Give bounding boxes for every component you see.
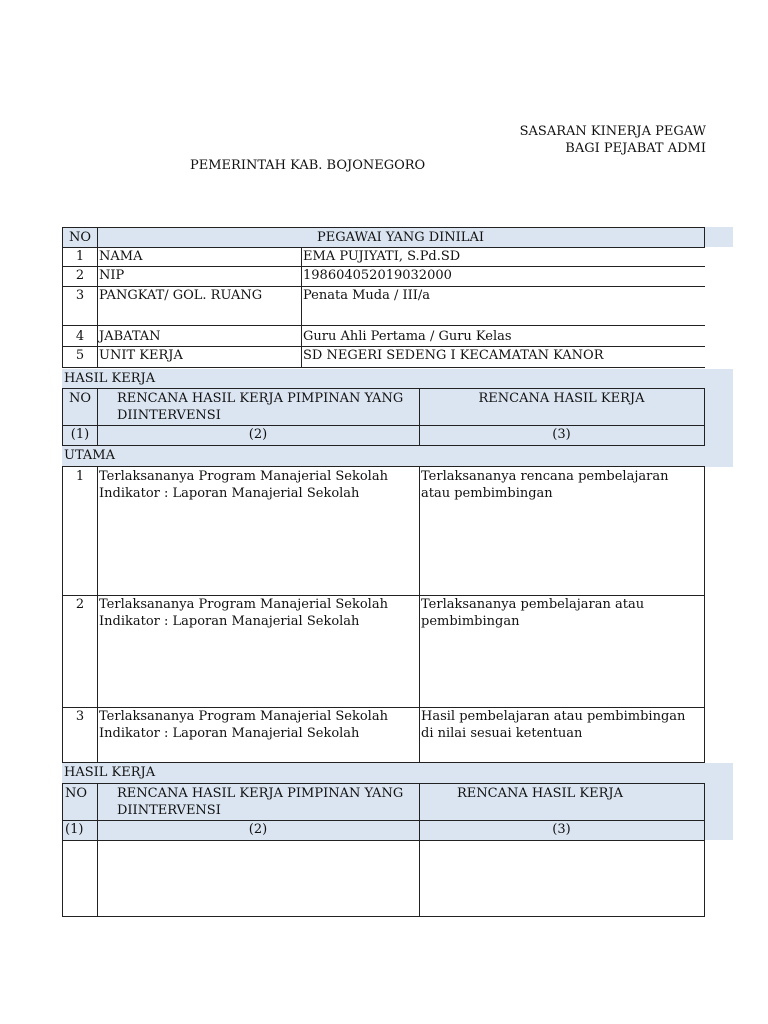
hk1-col-intervensi xyxy=(97,388,420,426)
document-title-line2: BAGI PEJABAT ADMI xyxy=(565,141,706,156)
employee-row-value: SD NEGERI SEDENG I KECAMATAN KANOR xyxy=(301,346,705,368)
hk2-col-rencana: RENCANA HASIL KERJA xyxy=(419,783,705,821)
hk1-row-intervensi-line2: Indikator : Laporan Manajerial Sekolah xyxy=(99,614,360,629)
hk2-num-1: (1) xyxy=(62,820,98,841)
employee-row-no: 2 xyxy=(62,266,98,287)
institution-name: PEMERINTAH KAB. BOJONEGORO xyxy=(190,158,426,173)
hk1-row-intervensi-line1: Terlaksananya Program Manajerial Sekolah xyxy=(99,709,388,724)
employee-row-value: Penata Muda / III/a xyxy=(301,286,705,326)
hk2-num-3: (3) xyxy=(419,820,705,841)
employee-row-no: 3 xyxy=(62,286,98,326)
hk1-row-rencana-line1: Terlaksananya rencana pembelajaran xyxy=(421,469,669,484)
employee-row-label: NIP xyxy=(97,266,302,287)
hk2-col-intervensi xyxy=(97,783,420,821)
hk1-col-no: NO xyxy=(62,388,98,426)
hk2-col-intervensi-line2: DIINTERVENSI xyxy=(117,803,221,818)
employee-row-no: 4 xyxy=(62,325,98,347)
hk2-empty-no-cell xyxy=(62,840,98,917)
hk1-col-rencana: RENCANA HASIL KERJA xyxy=(419,388,705,426)
hk2-empty-intervensi-cell xyxy=(97,840,420,917)
hk1-row-intervensi xyxy=(97,595,420,708)
hk1-col-intervensi-line1: RENCANA HASIL KERJA PIMPINAN YANG xyxy=(117,391,404,406)
document-title-line1: SASARAN KINERJA PEGAW xyxy=(519,124,706,139)
employee-row-label: PANGKAT/ GOL. RUANG xyxy=(97,286,302,326)
employee-col-title: PEGAWAI YANG DINILAI xyxy=(97,227,705,248)
hk1-row-rencana xyxy=(419,595,705,708)
hk1-row-no: 1 xyxy=(62,466,98,596)
hasil-kerja-2-label: HASIL KERJA xyxy=(64,765,156,780)
utama-label: UTAMA xyxy=(64,448,116,463)
hk1-row-intervensi-line2: Indikator : Laporan Manajerial Sekolah xyxy=(99,486,360,501)
hk1-row-rencana-line2: pembimbingan xyxy=(421,614,520,629)
employee-row-no: 5 xyxy=(62,346,98,368)
hk1-row-rencana xyxy=(419,707,705,763)
hk1-num-2: (2) xyxy=(97,425,420,446)
hk2-col-intervensi-line1: RENCANA HASIL KERJA PIMPINAN YANG xyxy=(117,786,404,801)
hk1-row-rencana-line1: Terlaksananya pembelajaran atau xyxy=(421,597,645,612)
hasil-kerja-label: HASIL KERJA xyxy=(64,371,156,386)
hk2-col-no: NO xyxy=(62,783,98,821)
employee-row-label: JABATAN xyxy=(97,325,302,347)
employee-row-no: 1 xyxy=(62,247,98,267)
hk1-col-intervensi-line2: DIINTERVENSI xyxy=(117,408,221,423)
hk1-row-no: 2 xyxy=(62,595,98,708)
hk1-num-1: (1) xyxy=(62,425,98,446)
employee-col-no: NO xyxy=(62,227,98,248)
hk1-row-intervensi xyxy=(97,466,420,596)
employee-row-value: 198604052019032000 xyxy=(301,266,705,287)
hk2-empty-rencana-cell xyxy=(419,840,705,917)
employee-row-label: NAMA xyxy=(97,247,302,267)
hk1-row-rencana xyxy=(419,466,705,596)
employee-row-value: Guru Ahli Pertama / Guru Kelas xyxy=(301,325,705,347)
employee-row-value: EMA PUJIYATI, S.Pd.SD xyxy=(301,247,705,267)
hk1-row-intervensi-line2: Indikator : Laporan Manajerial Sekolah xyxy=(99,726,360,741)
hk1-row-rencana-line2: di nilai sesuai ketentuan xyxy=(421,726,583,741)
hk1-row-intervensi xyxy=(97,707,420,763)
hk1-row-rencana-line2: atau pembimbingan xyxy=(421,486,553,501)
hk1-row-rencana-line1: Hasil pembelajaran atau pembimbingan xyxy=(421,709,686,724)
employee-row-label: UNIT KERJA xyxy=(97,346,302,368)
hk1-row-no: 3 xyxy=(62,707,98,763)
hk1-num-3: (3) xyxy=(419,425,705,446)
hk1-row-intervensi-line1: Terlaksananya Program Manajerial Sekolah xyxy=(99,597,388,612)
hk2-num-2: (2) xyxy=(97,820,420,841)
hk1-row-intervensi-line1: Terlaksananya Program Manajerial Sekolah xyxy=(99,469,388,484)
